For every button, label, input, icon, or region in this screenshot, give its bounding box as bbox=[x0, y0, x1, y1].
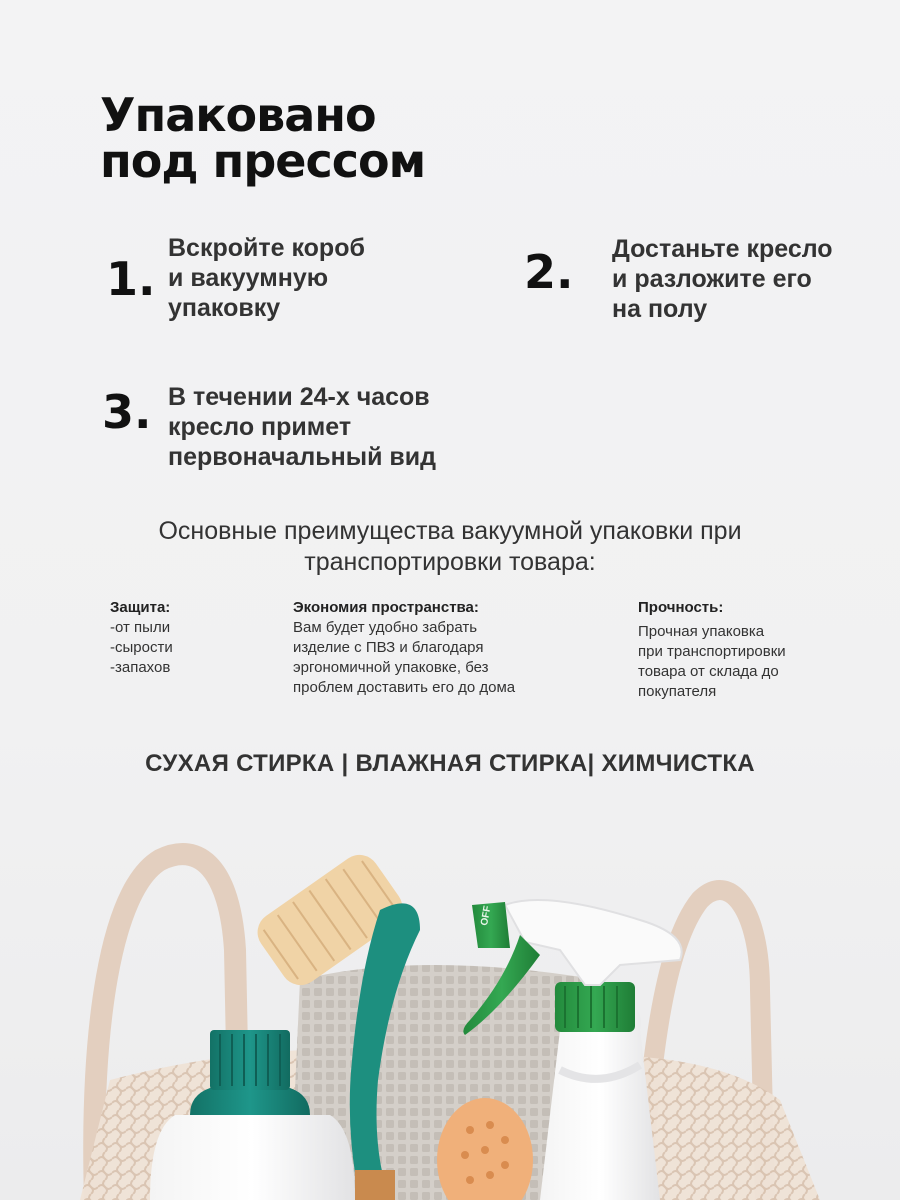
step-2-line: и разложите его bbox=[612, 265, 812, 293]
step-1-line: Вскройте короб bbox=[168, 234, 365, 262]
feature-line: покупателя bbox=[638, 683, 717, 700]
advantages-title bbox=[60, 516, 840, 578]
step-3-number: 3. bbox=[102, 385, 152, 439]
feature-line: эргономичной упаковке, без bbox=[293, 659, 489, 676]
feature-line: Прочная упаковка bbox=[638, 623, 765, 640]
feature-line: изделие с ПВЗ и благодаря bbox=[293, 639, 484, 656]
title-line-1: Упаковано bbox=[100, 88, 376, 142]
step-2-line: на полу bbox=[612, 295, 708, 323]
feature-heading: Защита: bbox=[110, 599, 171, 616]
step-2-number: 2. bbox=[524, 245, 574, 299]
step-1-line: упаковку bbox=[168, 294, 281, 322]
step-2-text bbox=[612, 234, 882, 324]
step-1-number: 1. bbox=[106, 252, 156, 306]
step-3-text bbox=[168, 382, 498, 472]
spray-trigger-label: OFF bbox=[479, 904, 494, 927]
step-3-line: кресло примет bbox=[168, 413, 352, 441]
title-line-2: под прессом bbox=[100, 134, 426, 188]
feature-heading: Экономия пространства: bbox=[293, 599, 479, 616]
feature-line: -сырости bbox=[110, 639, 173, 656]
feature-line: товара от склада до bbox=[638, 663, 779, 680]
feature-line: -запахов bbox=[110, 659, 171, 676]
feature-strength bbox=[638, 598, 858, 702]
advantages-title-line: Основные преимущества вакуумной упаковки при bbox=[158, 517, 742, 545]
care-instructions: СУХАЯ СТИРКА | ВЛАЖНАЯ СТИРКА| ХИМЧИСТКА bbox=[145, 750, 755, 777]
step-1-line: и вакуумную bbox=[168, 264, 329, 292]
advantages-title-line: транспортировки товара: bbox=[304, 548, 596, 576]
step-1-text bbox=[168, 233, 498, 323]
step-3-line: первоначальный вид bbox=[168, 443, 437, 471]
feature-line: -от пыли bbox=[110, 619, 171, 636]
feature-protection bbox=[110, 598, 280, 678]
step-2-line: Достаньте кресло bbox=[612, 235, 833, 263]
step-3-line: В течении 24-х часов bbox=[168, 383, 430, 411]
cleaning-supplies-photo bbox=[0, 830, 900, 1200]
feature-line: Вам будет удобно забрать bbox=[293, 619, 478, 636]
feature-line: при транспортировки bbox=[638, 643, 786, 660]
feature-heading: Прочность: bbox=[638, 599, 724, 616]
page-title bbox=[100, 88, 426, 188]
feature-space-saving bbox=[293, 598, 593, 698]
feature-line: проблем доставить его до дома bbox=[293, 679, 516, 696]
